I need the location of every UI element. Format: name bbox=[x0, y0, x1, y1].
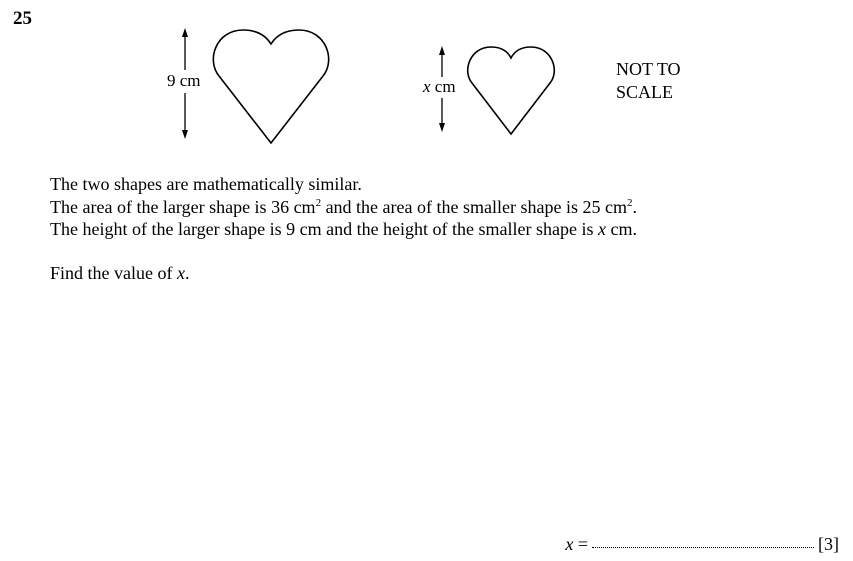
large-heart-shape bbox=[213, 30, 328, 143]
small-height-variable: x bbox=[423, 77, 431, 96]
find-part1: Find the value of bbox=[50, 263, 177, 283]
scale-note-line1: NOT TO bbox=[616, 59, 681, 79]
line2-sup1: 2 bbox=[315, 196, 322, 209]
not-to-scale-note bbox=[616, 58, 681, 104]
small-height-label bbox=[423, 77, 456, 97]
line2-part2: and the area of the smaller shape is 25 cm bbox=[321, 196, 627, 217]
line2-part1: The area of the larger shape is 36 cm bbox=[50, 196, 316, 217]
large-height-label: 9 cm bbox=[167, 71, 201, 90]
find-part2: . bbox=[184, 263, 190, 283]
question-text bbox=[50, 173, 637, 241]
scale-note-line2: SCALE bbox=[616, 82, 674, 102]
question-line-3 bbox=[50, 218, 637, 241]
question-number: 25 bbox=[13, 8, 32, 29]
question-line-2 bbox=[50, 196, 637, 219]
line3-part1: The height of the larger shape is 9 cm and the height of the smaller shape is bbox=[50, 219, 599, 239]
line2-part3: . bbox=[632, 196, 637, 217]
line3-variable: x bbox=[598, 219, 607, 239]
find-variable: x bbox=[176, 263, 185, 283]
answer-line bbox=[565, 534, 839, 555]
small-heart-shape bbox=[468, 47, 555, 134]
answer-variable: x bbox=[565, 534, 574, 554]
line2-sup2: 2 bbox=[626, 196, 633, 209]
line3-part2: cm. bbox=[606, 219, 638, 239]
answer-field[interactable] bbox=[592, 547, 814, 548]
question-line-1: The two shapes are mathematically similar. bbox=[50, 174, 362, 194]
find-instruction bbox=[50, 263, 189, 284]
marks-badge: [3] bbox=[818, 534, 839, 554]
small-height-unit: cm bbox=[434, 77, 456, 96]
answer-equals: = bbox=[573, 534, 588, 554]
